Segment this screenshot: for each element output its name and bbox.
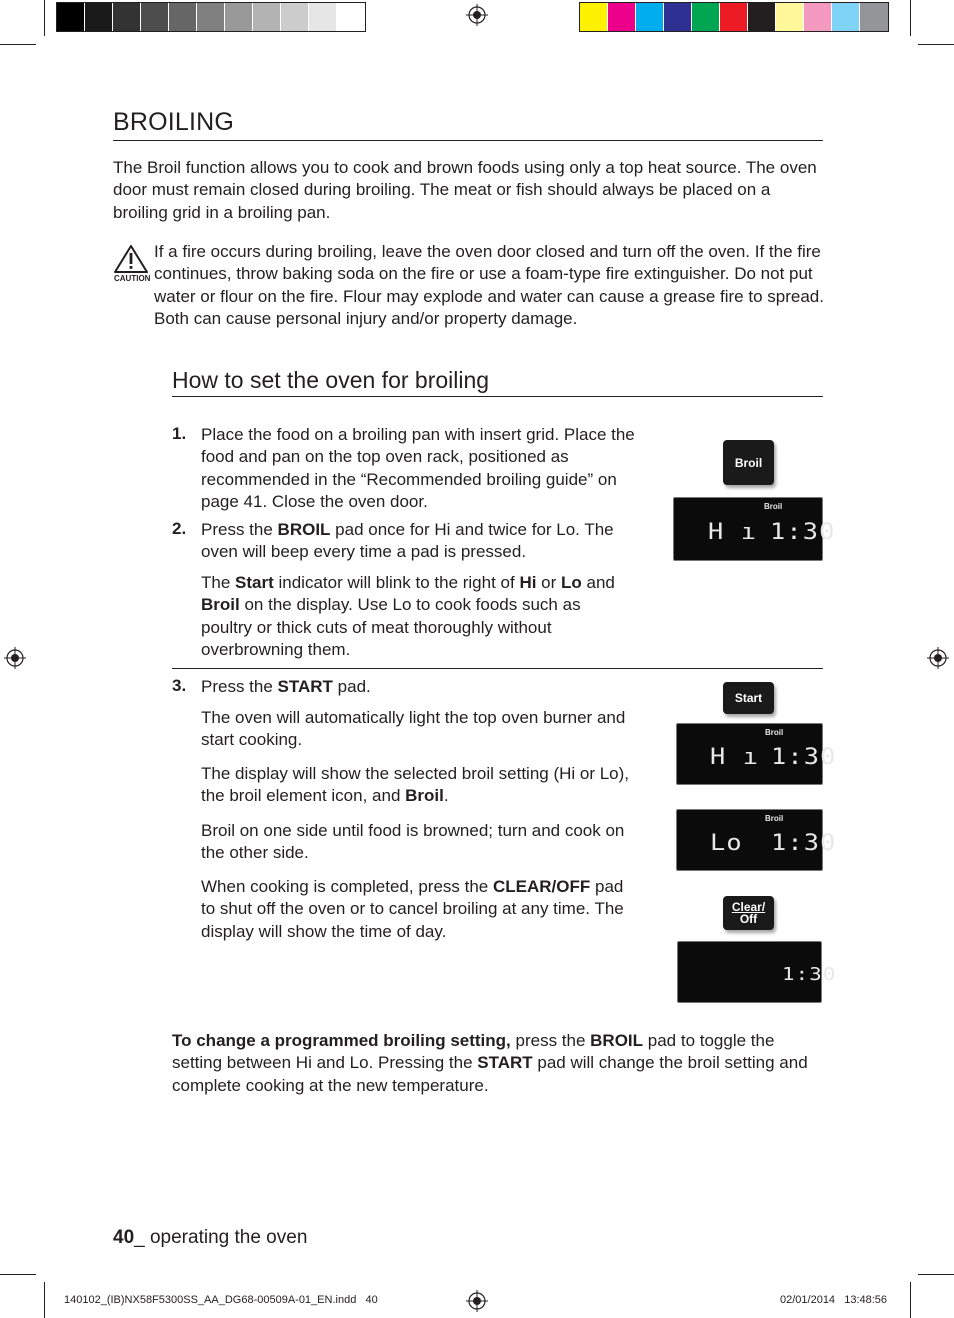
display-broil-label: Broil (765, 814, 784, 823)
color-swatch (85, 3, 113, 31)
step-3-detail-3: Broil on one side until food is browned; turn and cook on the other side. (201, 821, 625, 863)
display-time: 1:30 (771, 745, 837, 770)
display-time: 1:30 (782, 964, 837, 985)
color-swatch (608, 3, 636, 31)
page-title: BROILING (113, 108, 235, 136)
display-time: 1:30 (771, 831, 837, 856)
display-time: 1:30 (770, 520, 836, 545)
display-hi (673, 497, 836, 561)
color-swatch (748, 3, 776, 31)
color-swatch (113, 3, 141, 31)
step-1-text: Place the food on a broiling pan with insert grid. Place the food and pan on the top oven rack, positioned as recommended in the “Recommended broiling guide” on page 41. Close the oven door. (201, 425, 635, 511)
color-swatch (692, 3, 720, 31)
crop-mark-bl-v (44, 1282, 45, 1318)
color-swatch (309, 3, 337, 31)
crop-mark-tr-v (910, 0, 911, 36)
gray-color-bar (56, 2, 366, 32)
registration-mark-icon (4, 647, 26, 669)
color-swatch (720, 3, 748, 31)
caution-label: CAUTION (114, 274, 151, 283)
display-broil-label: Broil (765, 728, 784, 737)
registration-mark-icon (466, 4, 488, 26)
crop-mark-tr-h (918, 44, 954, 45)
color-swatch (57, 3, 85, 31)
color-swatch (580, 3, 608, 31)
crop-mark-br-v (910, 1282, 911, 1318)
color-swatch (141, 3, 169, 31)
start-pad-button: Start (723, 682, 774, 714)
display-broil-label: Broil (764, 502, 783, 511)
section-rule (172, 396, 823, 397)
step-2-text: Press the BROIL pad once for Hi and twice for Lo. The oven will beep every time a pad is pressed. (201, 520, 614, 562)
step-number: 3. (172, 676, 187, 695)
color-swatch (225, 3, 253, 31)
page-number: 40 (113, 1227, 135, 1248)
broil-pad-button: Broil (723, 440, 774, 485)
step-3-detail-4: When cooking is completed, press the CLEAR/OFF pad to shut off the oven or to cancel broiling at any time. The display will show the time of day. (201, 877, 624, 941)
color-swatch (776, 3, 804, 31)
step-divider (172, 668, 823, 669)
color-swatch (197, 3, 225, 31)
color-swatch (804, 3, 832, 31)
step-2-detail: The Start indicator will blink to the right of Hi or Lo and Broil on the display. Use Lo to cook foods such as poultry or thick cuts of meat thoroughly without overbrowning them. (201, 573, 615, 659)
step-3-detail-2: The display will show the selected broil setting (Hi or Lo), the broil element icon, and Broil. (201, 764, 630, 806)
color-swatch (253, 3, 281, 31)
color-swatch (832, 3, 860, 31)
crop-mark-tl-h (0, 44, 36, 45)
display-hi-text: H ı (710, 745, 760, 770)
change-setting-note: To change a programmed broiling setting, press the BROIL pad to toggle the setting between Hi and Lo. Pressing the START pad will change the broil setting and complete cooking at the new temperature. (172, 1031, 808, 1095)
clear-label: Clear/ (731, 900, 766, 914)
title-rule (113, 140, 823, 141)
slug-file: 140102_(IB)NX58F5300SS_AA_DG68-00509A-01_EN.indd 40 (64, 1294, 378, 1306)
crop-mark-br-h (918, 1274, 954, 1275)
color-swatch (664, 3, 692, 31)
footer-section: _ operating the oven (134, 1227, 308, 1248)
section-title: How to set the oven for broiling (172, 367, 490, 393)
display-clock (677, 941, 837, 1003)
crop-mark-tl-v (44, 0, 45, 36)
registration-mark-icon (466, 1290, 488, 1312)
display-hi (676, 723, 837, 785)
process-color-bar (579, 2, 889, 32)
step-number: 1. (172, 424, 187, 443)
color-swatch (636, 3, 664, 31)
color-swatch (169, 3, 197, 31)
crop-mark-bl-h (0, 1274, 36, 1275)
step-3-text: Press the START pad. (201, 677, 371, 696)
color-swatch (337, 3, 365, 31)
off-label: Off (739, 912, 758, 926)
color-swatch (860, 3, 888, 31)
display-lo-text: Lo (710, 831, 743, 856)
registration-mark-icon (927, 647, 949, 669)
caution-text: If a fire occurs during broiling, leave the oven door closed and turn off the oven. If the fire continues, throw baking soda on the fire or use a foam-type fire extinguisher. Do not put water or flour on the fire. Flour may explode and water can cause a grease fire to spread. Both can cause personal injury and/or property damage. (154, 242, 824, 328)
page-footer (113, 1227, 307, 1249)
intro-paragraph: The Broil function allows you to cook and brown foods using only a top heat source. The oven door must remain closed during broiling. The meat or fish should always be placed on a broiling grid in a broiling pan. (113, 158, 817, 222)
step-number: 2. (172, 519, 187, 538)
color-swatch (281, 3, 309, 31)
display-lo (676, 809, 837, 871)
display-hi-text: H ı (708, 520, 758, 545)
clear-off-pad-button (723, 896, 774, 930)
step-3-detail-1: The oven will automatically light the top oven burner and start cooking. (201, 708, 626, 750)
slug-date: 02/01/2014 13:48:56 (780, 1294, 888, 1306)
